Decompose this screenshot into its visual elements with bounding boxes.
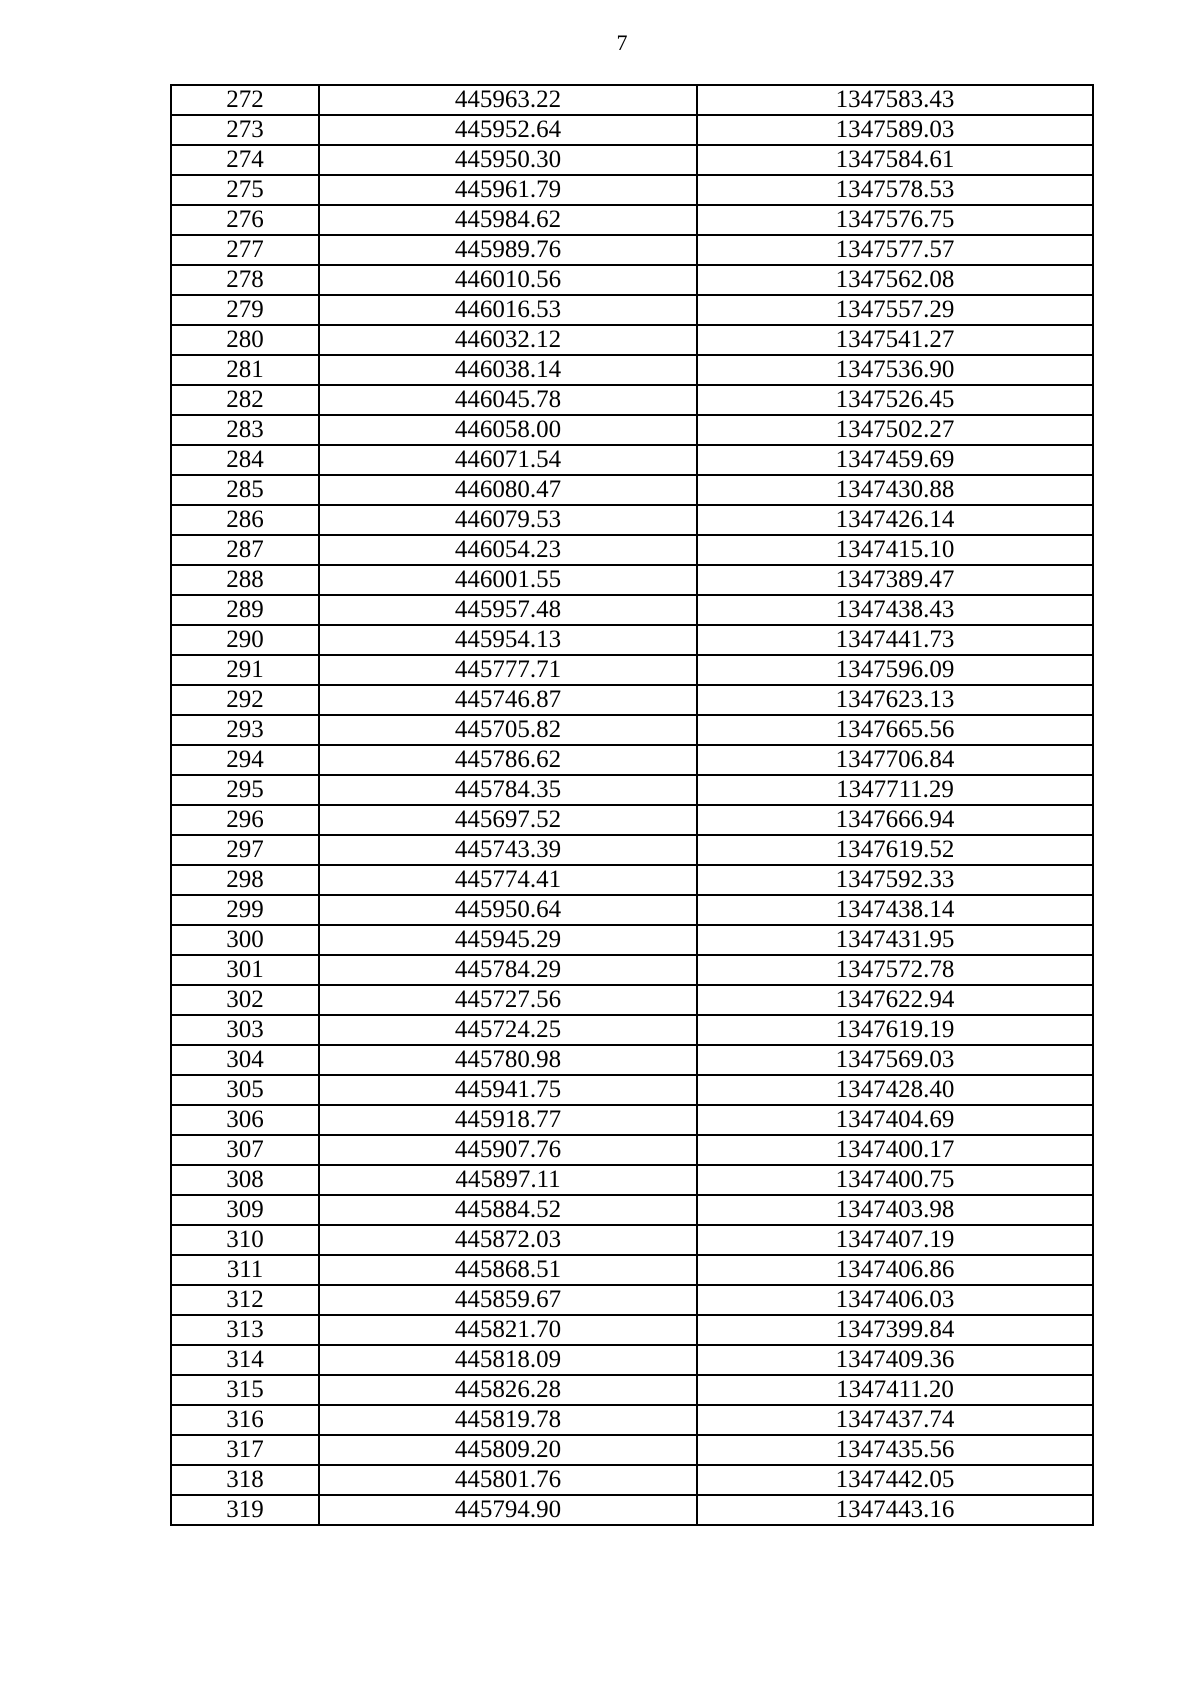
y-coordinate-cell: 1347442.05 bbox=[697, 1465, 1093, 1495]
y-coordinate-cell: 1347577.57 bbox=[697, 235, 1093, 265]
table-row bbox=[171, 115, 1093, 145]
table-row bbox=[171, 805, 1093, 835]
x-coordinate-cell: 445786.62 bbox=[319, 745, 697, 775]
table-row bbox=[171, 835, 1093, 865]
point-number-cell: 280 bbox=[171, 325, 319, 355]
x-coordinate-cell: 445727.56 bbox=[319, 985, 697, 1015]
table-row bbox=[171, 925, 1093, 955]
x-coordinate-cell: 445780.98 bbox=[319, 1045, 697, 1075]
y-coordinate-cell: 1347706.84 bbox=[697, 745, 1093, 775]
point-number-cell: 276 bbox=[171, 205, 319, 235]
point-number-cell: 313 bbox=[171, 1315, 319, 1345]
table-row bbox=[171, 565, 1093, 595]
y-coordinate-cell: 1347426.14 bbox=[697, 505, 1093, 535]
point-number-cell: 272 bbox=[171, 85, 319, 115]
x-coordinate-cell: 445784.29 bbox=[319, 955, 697, 985]
y-coordinate-cell: 1347596.09 bbox=[697, 655, 1093, 685]
table-row bbox=[171, 895, 1093, 925]
y-coordinate-cell: 1347711.29 bbox=[697, 775, 1093, 805]
point-number-cell: 305 bbox=[171, 1075, 319, 1105]
y-coordinate-cell: 1347619.19 bbox=[697, 1015, 1093, 1045]
table-row bbox=[171, 1135, 1093, 1165]
table-row bbox=[171, 205, 1093, 235]
x-coordinate-cell: 446010.56 bbox=[319, 265, 697, 295]
x-coordinate-cell: 446058.00 bbox=[319, 415, 697, 445]
point-number-cell: 304 bbox=[171, 1045, 319, 1075]
y-coordinate-cell: 1347400.75 bbox=[697, 1165, 1093, 1195]
y-coordinate-cell: 1347536.90 bbox=[697, 355, 1093, 385]
x-coordinate-cell: 445868.51 bbox=[319, 1255, 697, 1285]
table-row bbox=[171, 1255, 1093, 1285]
point-number-cell: 312 bbox=[171, 1285, 319, 1315]
table-row bbox=[171, 265, 1093, 295]
point-number-cell: 292 bbox=[171, 685, 319, 715]
table-row bbox=[171, 325, 1093, 355]
table-row bbox=[171, 685, 1093, 715]
y-coordinate-cell: 1347400.17 bbox=[697, 1135, 1093, 1165]
table-row bbox=[171, 775, 1093, 805]
table-row bbox=[171, 715, 1093, 745]
y-coordinate-cell: 1347562.08 bbox=[697, 265, 1093, 295]
point-number-cell: 314 bbox=[171, 1345, 319, 1375]
y-coordinate-cell: 1347592.33 bbox=[697, 865, 1093, 895]
point-number-cell: 284 bbox=[171, 445, 319, 475]
point-number-cell: 282 bbox=[171, 385, 319, 415]
y-coordinate-cell: 1347411.20 bbox=[697, 1375, 1093, 1405]
x-coordinate-cell: 445809.20 bbox=[319, 1435, 697, 1465]
table-row bbox=[171, 625, 1093, 655]
table-row bbox=[171, 655, 1093, 685]
x-coordinate-cell: 445963.22 bbox=[319, 85, 697, 115]
table-row bbox=[171, 1435, 1093, 1465]
x-coordinate-cell: 445897.11 bbox=[319, 1165, 697, 1195]
point-number-cell: 295 bbox=[171, 775, 319, 805]
point-number-cell: 281 bbox=[171, 355, 319, 385]
point-number-cell: 289 bbox=[171, 595, 319, 625]
table-row bbox=[171, 415, 1093, 445]
x-coordinate-cell: 445984.62 bbox=[319, 205, 697, 235]
x-coordinate-cell: 446071.54 bbox=[319, 445, 697, 475]
y-coordinate-cell: 1347428.40 bbox=[697, 1075, 1093, 1105]
y-coordinate-cell: 1347541.27 bbox=[697, 325, 1093, 355]
y-coordinate-cell: 1347572.78 bbox=[697, 955, 1093, 985]
table-row bbox=[171, 355, 1093, 385]
table-row bbox=[171, 1225, 1093, 1255]
y-coordinate-cell: 1347430.88 bbox=[697, 475, 1093, 505]
x-coordinate-cell: 446079.53 bbox=[319, 505, 697, 535]
coordinates-table bbox=[170, 84, 1094, 1526]
x-coordinate-cell: 446054.23 bbox=[319, 535, 697, 565]
point-number-cell: 300 bbox=[171, 925, 319, 955]
x-coordinate-cell: 445818.09 bbox=[319, 1345, 697, 1375]
table-row bbox=[171, 475, 1093, 505]
coordinates-table-body bbox=[171, 85, 1093, 1525]
point-number-cell: 291 bbox=[171, 655, 319, 685]
point-number-cell: 283 bbox=[171, 415, 319, 445]
y-coordinate-cell: 1347443.16 bbox=[697, 1495, 1093, 1525]
x-coordinate-cell: 445743.39 bbox=[319, 835, 697, 865]
point-number-cell: 294 bbox=[171, 745, 319, 775]
table-row bbox=[171, 1015, 1093, 1045]
x-coordinate-cell: 445859.67 bbox=[319, 1285, 697, 1315]
x-coordinate-cell: 445746.87 bbox=[319, 685, 697, 715]
table-row bbox=[171, 595, 1093, 625]
table-row bbox=[171, 1405, 1093, 1435]
table-row bbox=[171, 1315, 1093, 1345]
x-coordinate-cell: 445826.28 bbox=[319, 1375, 697, 1405]
table-row bbox=[171, 385, 1093, 415]
point-number-cell: 311 bbox=[171, 1255, 319, 1285]
point-number-cell: 274 bbox=[171, 145, 319, 175]
x-coordinate-cell: 446001.55 bbox=[319, 565, 697, 595]
y-coordinate-cell: 1347576.75 bbox=[697, 205, 1093, 235]
y-coordinate-cell: 1347404.69 bbox=[697, 1105, 1093, 1135]
table-row bbox=[171, 1165, 1093, 1195]
x-coordinate-cell: 445724.25 bbox=[319, 1015, 697, 1045]
table-row bbox=[171, 175, 1093, 205]
x-coordinate-cell: 445945.29 bbox=[319, 925, 697, 955]
table-row bbox=[171, 1195, 1093, 1225]
x-coordinate-cell: 445954.13 bbox=[319, 625, 697, 655]
x-coordinate-cell: 445777.71 bbox=[319, 655, 697, 685]
x-coordinate-cell: 445819.78 bbox=[319, 1405, 697, 1435]
point-number-cell: 309 bbox=[171, 1195, 319, 1225]
point-number-cell: 286 bbox=[171, 505, 319, 535]
y-coordinate-cell: 1347622.94 bbox=[697, 985, 1093, 1015]
point-number-cell: 293 bbox=[171, 715, 319, 745]
x-coordinate-cell: 445872.03 bbox=[319, 1225, 697, 1255]
point-number-cell: 287 bbox=[171, 535, 319, 565]
y-coordinate-cell: 1347623.13 bbox=[697, 685, 1093, 715]
point-number-cell: 307 bbox=[171, 1135, 319, 1165]
y-coordinate-cell: 1347666.94 bbox=[697, 805, 1093, 835]
table-row bbox=[171, 505, 1093, 535]
table-row bbox=[171, 85, 1093, 115]
y-coordinate-cell: 1347406.03 bbox=[697, 1285, 1093, 1315]
table-row bbox=[171, 1045, 1093, 1075]
table-row bbox=[171, 985, 1093, 1015]
table-row bbox=[171, 235, 1093, 265]
y-coordinate-cell: 1347438.14 bbox=[697, 895, 1093, 925]
y-coordinate-cell: 1347584.61 bbox=[697, 145, 1093, 175]
table-row bbox=[171, 1285, 1093, 1315]
point-number-cell: 310 bbox=[171, 1225, 319, 1255]
table-row bbox=[171, 145, 1093, 175]
y-coordinate-cell: 1347557.29 bbox=[697, 295, 1093, 325]
table-row bbox=[171, 745, 1093, 775]
y-coordinate-cell: 1347502.27 bbox=[697, 415, 1093, 445]
y-coordinate-cell: 1347583.43 bbox=[697, 85, 1093, 115]
y-coordinate-cell: 1347438.43 bbox=[697, 595, 1093, 625]
point-number-cell: 298 bbox=[171, 865, 319, 895]
x-coordinate-cell: 445774.41 bbox=[319, 865, 697, 895]
table-row bbox=[171, 1375, 1093, 1405]
y-coordinate-cell: 1347665.56 bbox=[697, 715, 1093, 745]
point-number-cell: 303 bbox=[171, 1015, 319, 1045]
x-coordinate-cell: 445821.70 bbox=[319, 1315, 697, 1345]
x-coordinate-cell: 445950.30 bbox=[319, 145, 697, 175]
y-coordinate-cell: 1347437.74 bbox=[697, 1405, 1093, 1435]
point-number-cell: 297 bbox=[171, 835, 319, 865]
x-coordinate-cell: 446016.53 bbox=[319, 295, 697, 325]
x-coordinate-cell: 446045.78 bbox=[319, 385, 697, 415]
y-coordinate-cell: 1347441.73 bbox=[697, 625, 1093, 655]
point-number-cell: 301 bbox=[171, 955, 319, 985]
x-coordinate-cell: 445907.76 bbox=[319, 1135, 697, 1165]
y-coordinate-cell: 1347578.53 bbox=[697, 175, 1093, 205]
point-number-cell: 316 bbox=[171, 1405, 319, 1435]
y-coordinate-cell: 1347415.10 bbox=[697, 535, 1093, 565]
x-coordinate-cell: 445697.52 bbox=[319, 805, 697, 835]
y-coordinate-cell: 1347459.69 bbox=[697, 445, 1093, 475]
y-coordinate-cell: 1347403.98 bbox=[697, 1195, 1093, 1225]
point-number-cell: 277 bbox=[171, 235, 319, 265]
point-number-cell: 319 bbox=[171, 1495, 319, 1525]
x-coordinate-cell: 445961.79 bbox=[319, 175, 697, 205]
y-coordinate-cell: 1347399.84 bbox=[697, 1315, 1093, 1345]
x-coordinate-cell: 445989.76 bbox=[319, 235, 697, 265]
point-number-cell: 288 bbox=[171, 565, 319, 595]
x-coordinate-cell: 445801.76 bbox=[319, 1465, 697, 1495]
point-number-cell: 308 bbox=[171, 1165, 319, 1195]
point-number-cell: 273 bbox=[171, 115, 319, 145]
y-coordinate-cell: 1347409.36 bbox=[697, 1345, 1093, 1375]
x-coordinate-cell: 445957.48 bbox=[319, 595, 697, 625]
point-number-cell: 318 bbox=[171, 1465, 319, 1495]
x-coordinate-cell: 445784.35 bbox=[319, 775, 697, 805]
point-number-cell: 279 bbox=[171, 295, 319, 325]
point-number-cell: 285 bbox=[171, 475, 319, 505]
table-row bbox=[171, 1075, 1093, 1105]
point-number-cell: 315 bbox=[171, 1375, 319, 1405]
x-coordinate-cell: 445705.82 bbox=[319, 715, 697, 745]
table-row bbox=[171, 535, 1093, 565]
point-number-cell: 275 bbox=[171, 175, 319, 205]
point-number-cell: 299 bbox=[171, 895, 319, 925]
point-number-cell: 317 bbox=[171, 1435, 319, 1465]
page-number: 7 bbox=[616, 30, 628, 55]
x-coordinate-cell: 445950.64 bbox=[319, 895, 697, 925]
x-coordinate-cell: 445884.52 bbox=[319, 1195, 697, 1225]
point-number-cell: 278 bbox=[171, 265, 319, 295]
table-row bbox=[171, 865, 1093, 895]
y-coordinate-cell: 1347406.86 bbox=[697, 1255, 1093, 1285]
table-row bbox=[171, 445, 1093, 475]
table-row bbox=[171, 1105, 1093, 1135]
x-coordinate-cell: 445918.77 bbox=[319, 1105, 697, 1135]
y-coordinate-cell: 1347619.52 bbox=[697, 835, 1093, 865]
y-coordinate-cell: 1347526.45 bbox=[697, 385, 1093, 415]
table-row bbox=[171, 955, 1093, 985]
x-coordinate-cell: 446038.14 bbox=[319, 355, 697, 385]
x-coordinate-cell: 446032.12 bbox=[319, 325, 697, 355]
x-coordinate-cell: 446080.47 bbox=[319, 475, 697, 505]
table-row bbox=[171, 1345, 1093, 1375]
y-coordinate-cell: 1347407.19 bbox=[697, 1225, 1093, 1255]
point-number-cell: 306 bbox=[171, 1105, 319, 1135]
point-number-cell: 290 bbox=[171, 625, 319, 655]
point-number-cell: 302 bbox=[171, 985, 319, 1015]
y-coordinate-cell: 1347589.03 bbox=[697, 115, 1093, 145]
x-coordinate-cell: 445794.90 bbox=[319, 1495, 697, 1525]
x-coordinate-cell: 445941.75 bbox=[319, 1075, 697, 1105]
point-number-cell: 296 bbox=[171, 805, 319, 835]
y-coordinate-cell: 1347389.47 bbox=[697, 565, 1093, 595]
y-coordinate-cell: 1347431.95 bbox=[697, 925, 1093, 955]
table-row bbox=[171, 1465, 1093, 1495]
x-coordinate-cell: 445952.64 bbox=[319, 115, 697, 145]
y-coordinate-cell: 1347435.56 bbox=[697, 1435, 1093, 1465]
table-row bbox=[171, 1495, 1093, 1525]
table-row bbox=[171, 295, 1093, 325]
y-coordinate-cell: 1347569.03 bbox=[697, 1045, 1093, 1075]
